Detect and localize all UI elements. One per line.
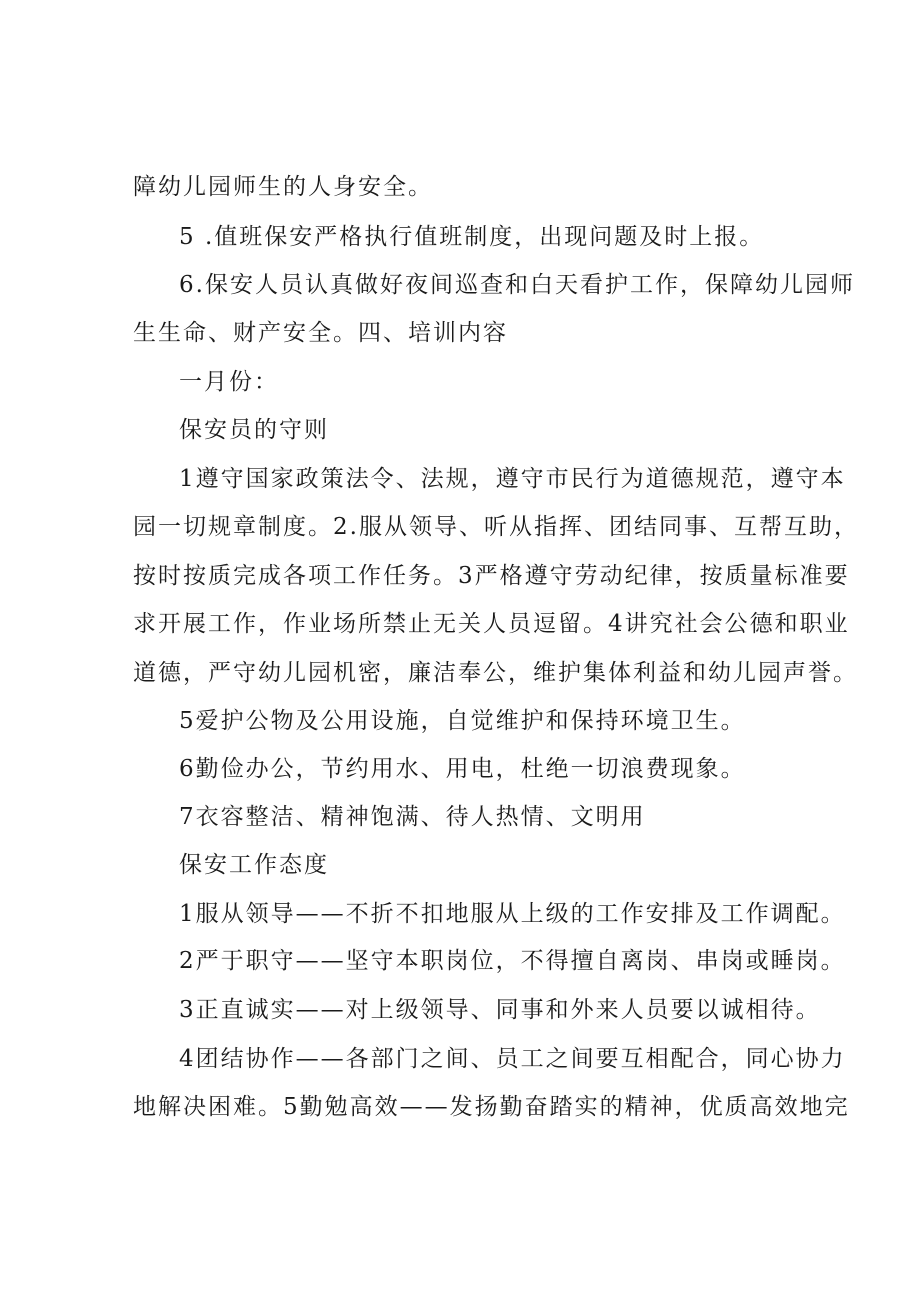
text-line-9: 按时按质完成各项工作任务。3严格遵守劳动纪律，按质量标准要 [133, 563, 850, 589]
text-line-10: 求开展工作，作业场所禁止无关人员逗留。4讲究社会公德和职业 [133, 611, 850, 637]
text-line-14: 7衣容整洁、精神饱满、待人热情、文明用 [179, 804, 646, 830]
text-line-3: 6.保安人员认真做好夜间巡查和白天看护工作，保障幼儿园师 [179, 272, 855, 298]
text-line-17: 2严于职守——坚守本职岗位，不得擅自离岗、串岗或睡岗。 [179, 948, 846, 974]
text-line-16: 1服从领导——不折不扣地服从上级的工作安排及工作调配。 [179, 901, 846, 927]
text-line-19: 4团结协作——各部门之间、员工之间要互相配合，同心协力 [179, 1046, 846, 1072]
text-line-6: 保安员的守则 [179, 417, 329, 443]
text-line-4: 生生命、财产安全。四、培训内容 [133, 320, 508, 346]
text-line-8: 园一切规章制度。2.服从领导、听从指挥、团结同事、互帮互助， [133, 514, 859, 540]
text-line-1: 障幼儿园师生的人身安全。 [133, 174, 433, 200]
text-line-12: 5爱护公物及公用设施，自觉维护和保持环境卫生。 [179, 708, 746, 734]
text-line-2: 5 .值班保安严格执行值班制度，出现问题及时上报。 [179, 224, 765, 250]
text-line-18: 3正直诚实——对上级领导、同事和外来人员要以诚相待。 [179, 997, 821, 1023]
text-line-5: 一月份： [179, 369, 279, 395]
text-line-7: 1遵守国家政策法令、法规，遵守市民行为道德规范，遵守本 [179, 466, 846, 492]
text-line-20: 地解决困难。5勤勉高效——发扬勤奋踏实的精神，优质高效地完 [133, 1094, 850, 1120]
text-line-11: 道德，严守幼儿园机密，廉洁奉公，维护集体利益和幼儿园声誉。 [133, 660, 858, 686]
text-line-15: 保安工作态度 [179, 852, 329, 878]
text-line-13: 6勤俭办公，节约用水、用电，杜绝一切浪费现象。 [179, 756, 746, 782]
